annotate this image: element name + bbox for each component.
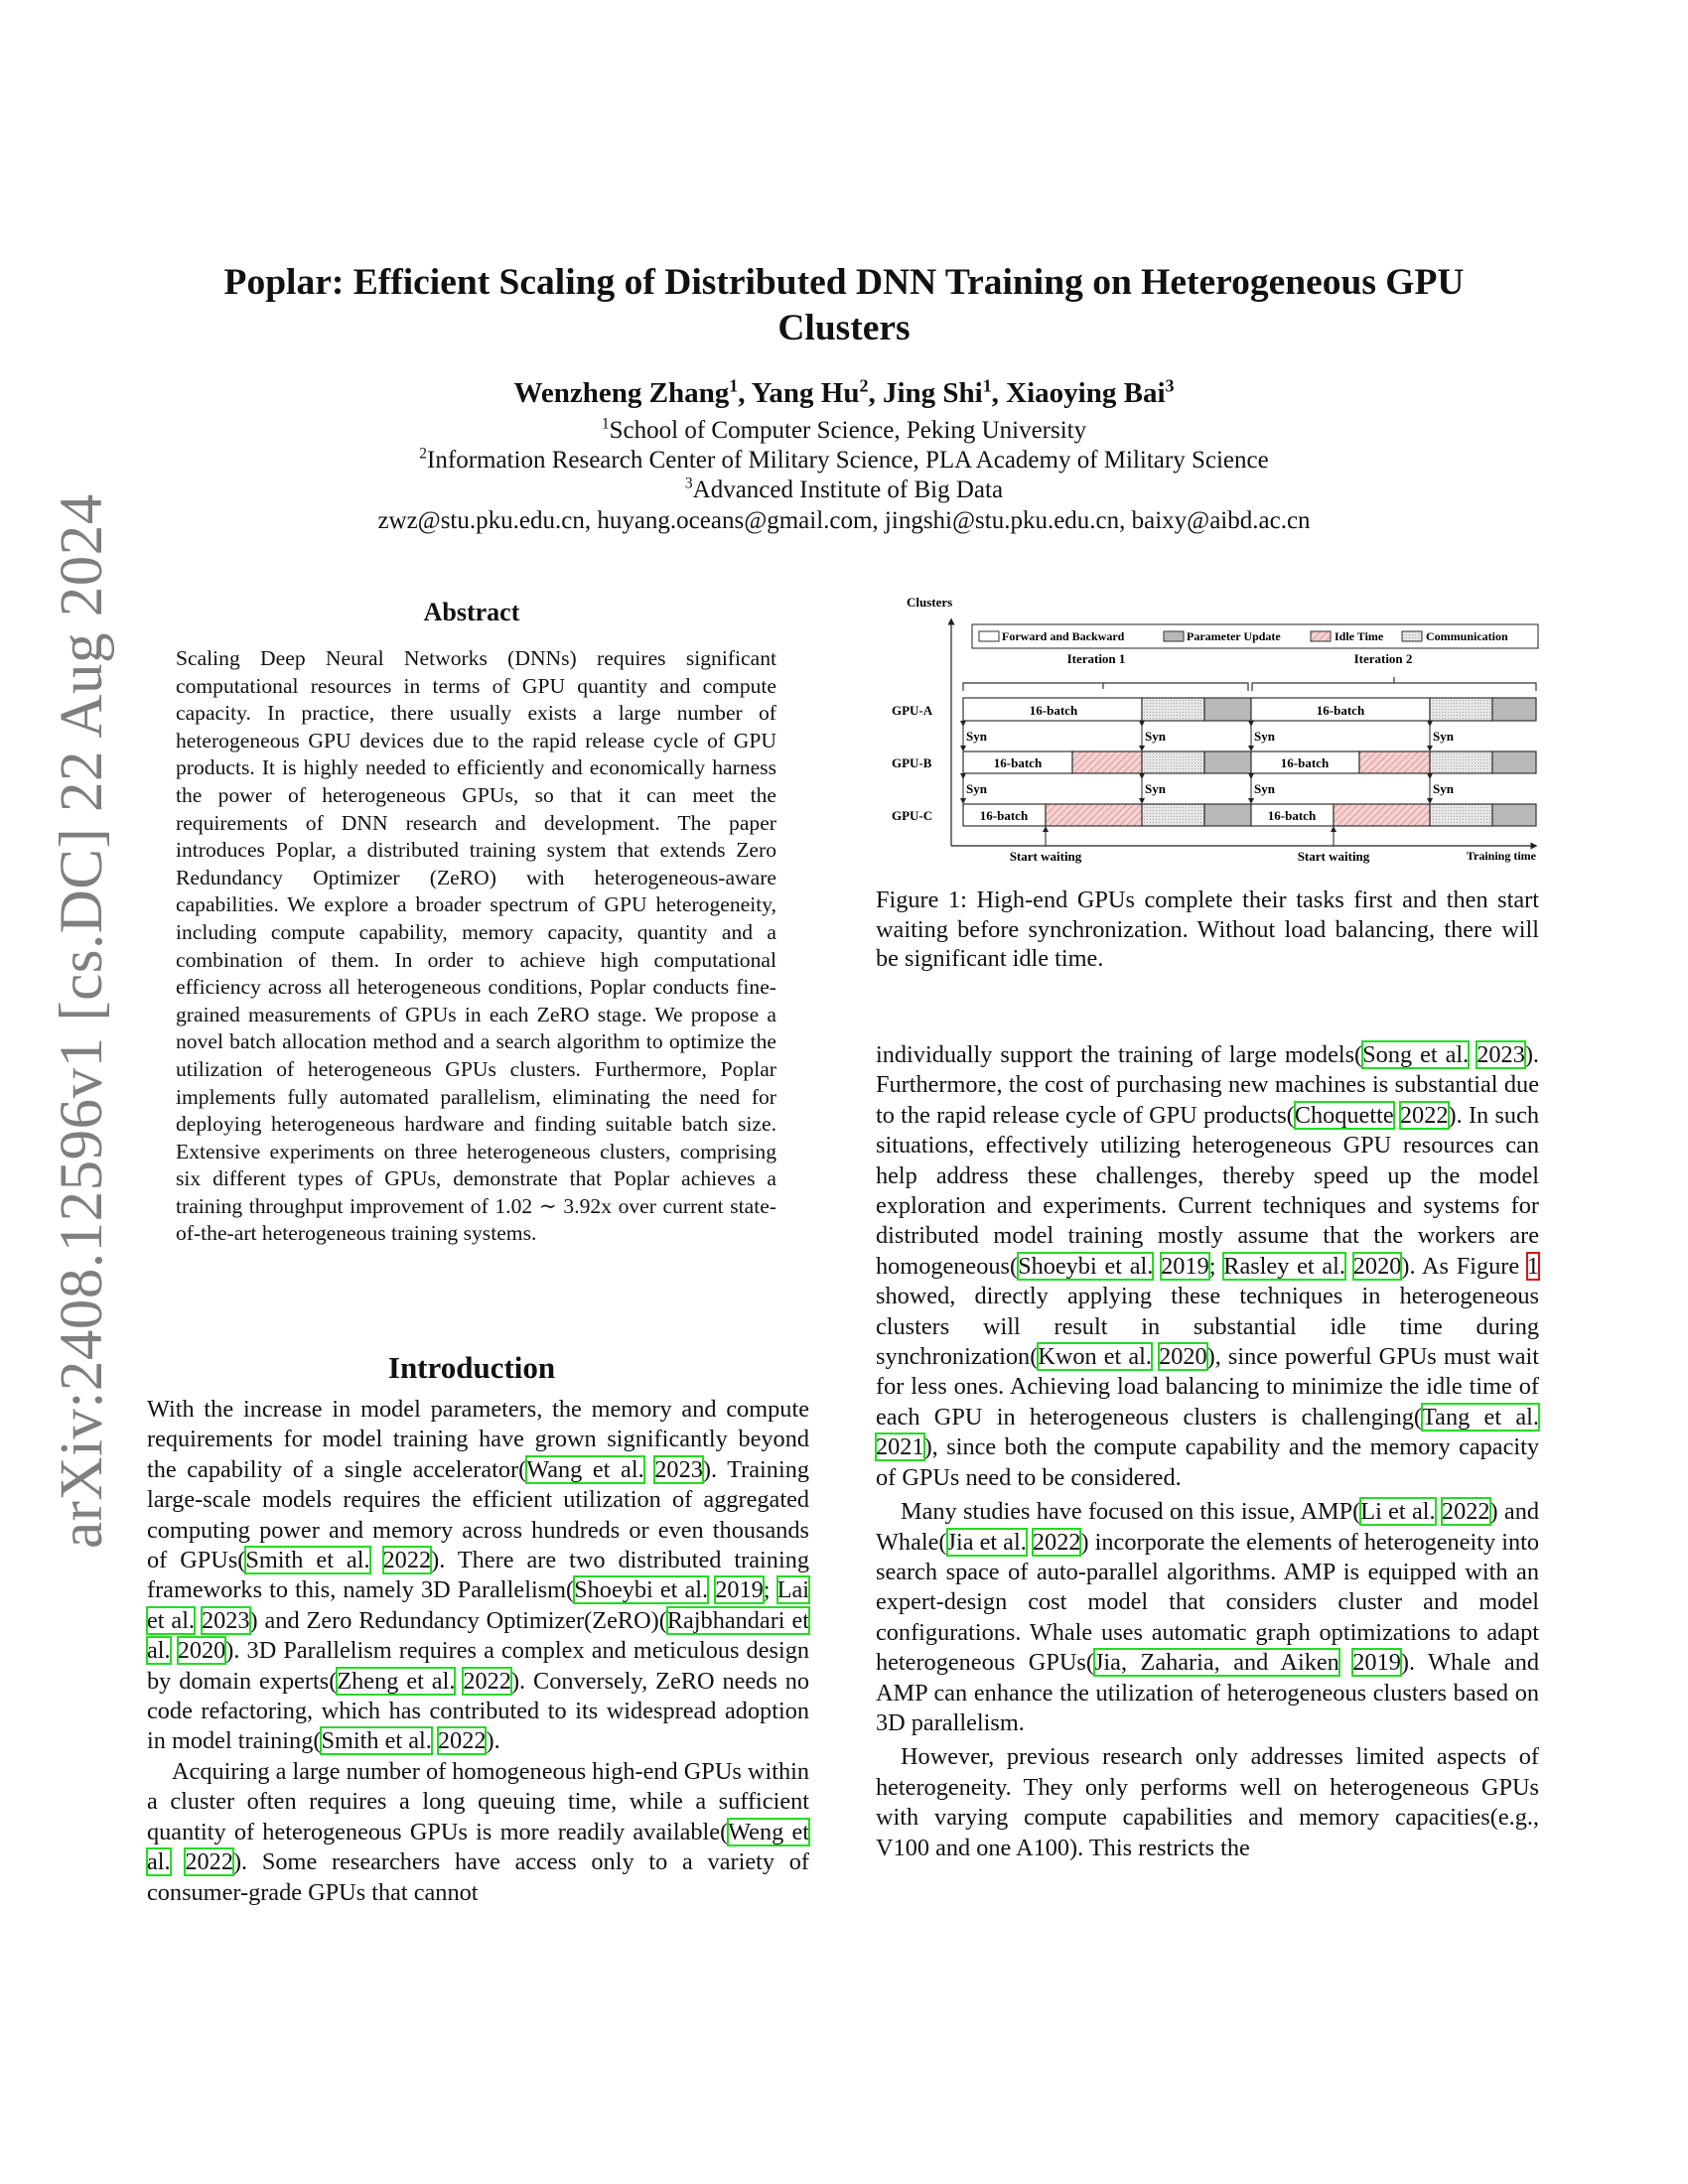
citation-link[interactable]: Shoeybi et al. xyxy=(1018,1252,1154,1280)
citation-link[interactable]: Rajbhandari et al. xyxy=(147,1606,809,1665)
citation-link[interactable]: Shoeybi et al. xyxy=(574,1576,709,1604)
right-paragraph-2: Many studies have focused on this issue, AMP(Li et al. 2022) and Whale(Jia et al. 2022) incorporate the elements of heterogeneity into search space of auto-parallel algorithms. AMP is equipped with an expert-design cost model that considers cluster and model configurations. Whale uses automatic graph optimizations to adapt heterogeneous GPUs(Jia, Zaharia, and Aiken 2019). Whale and AMP can enhance the utilization of heterogeneous clusters based on 3D parallelism. xyxy=(876,1498,1539,1736)
author-name: Jing Shi xyxy=(882,377,983,409)
author-affiliation-marker: 3 xyxy=(1165,375,1175,396)
batch-label: 16-batch xyxy=(1029,703,1078,718)
author-affiliation-marker: 1 xyxy=(982,375,992,396)
gpu-a-label: GPU-A xyxy=(892,703,933,718)
citation-link[interactable]: Lai et al. xyxy=(147,1576,810,1634)
legend-swatch-communication xyxy=(1402,631,1422,641)
batch-label: 16-batch xyxy=(1280,755,1330,770)
iteration-2-label: Iteration 2 xyxy=(1353,651,1413,666)
citation-link[interactable]: 2023 xyxy=(654,1455,703,1483)
author-affiliation-marker: 2 xyxy=(859,375,869,396)
legend-label: Idle Time xyxy=(1335,629,1384,643)
introduction-heading: Introduction xyxy=(387,1350,556,1385)
affiliation-number: 3 xyxy=(684,475,693,492)
title-line-2: Clusters xyxy=(777,308,911,348)
citation-link[interactable]: 2022 xyxy=(1399,1101,1449,1129)
citation-link[interactable]: Li et al. xyxy=(1360,1498,1436,1526)
citation-link[interactable]: 2020 xyxy=(177,1637,226,1665)
citation-link[interactable]: Jia et al. xyxy=(946,1528,1027,1556)
legend-label: Forward and Backward xyxy=(1002,629,1125,643)
citation-link[interactable]: Tang et al. xyxy=(1422,1403,1539,1431)
iteration-1-label: Iteration 1 xyxy=(1066,651,1126,666)
x-axis-label: Training time xyxy=(1466,849,1536,863)
author-name: Xiaoying Bai xyxy=(1006,377,1166,409)
citation-link[interactable]: 2022 xyxy=(463,1667,511,1695)
gpu-b-timeline xyxy=(963,751,1536,773)
iteration-1-bracket xyxy=(963,683,1248,691)
paper-title xyxy=(149,260,1539,351)
introduction-text xyxy=(147,1395,809,1908)
affiliation-1 xyxy=(149,417,1539,445)
author-emails: zwz@stu.pku.edu.cn, huyang.oceans@gmail.com, jingshi@stu.pku.edu.cn, baixy@aibd.ac.cn xyxy=(377,507,1311,534)
sync-label: Syn xyxy=(1145,729,1166,744)
affiliation-2 xyxy=(149,447,1539,475)
batch-label: 16-batch xyxy=(979,808,1029,823)
citation-link[interactable]: Song et al. xyxy=(1362,1041,1470,1068)
batch-label: 16-batch xyxy=(1316,703,1365,718)
right-column-text xyxy=(876,1040,1539,1863)
abstract-text xyxy=(176,645,776,1248)
citation-link[interactable]: Jia, Zaharia, and Aiken xyxy=(1093,1649,1339,1677)
citation-link[interactable]: Wang et al. xyxy=(526,1455,644,1483)
figure-reference-link[interactable]: 1 xyxy=(1526,1252,1540,1280)
citation-link[interactable]: Rasley et al. xyxy=(1223,1252,1346,1280)
author-list: Wenzheng Zhang$^1$, Yang Hu$^2$, Jing Shi$^1$, Xiaoying Bai$^3$ xyxy=(513,375,1175,409)
affiliation-3 xyxy=(149,477,1539,504)
affiliation-text: Information Research Center of Military Science, PLA Academy of Military Science xyxy=(427,447,1269,474)
sync-label: Syn xyxy=(1145,781,1166,796)
citation-link[interactable]: 2020 xyxy=(1159,1343,1207,1371)
affiliation-number: 1 xyxy=(601,415,610,433)
citation-link[interactable]: Smith et al. xyxy=(321,1727,432,1755)
citation-link[interactable]: 2022 xyxy=(382,1547,432,1574)
abstract-paragraph: Scaling Deep Neural Networks (DNNs) requires significant computational resources in terms of GPU quantity and compute capacity. In practice, there usually exists a large number of heterogeneous GPU devices due to the rapid release cycle of GPU products. It is highly needed to efficiently and economically harness the power of heterogeneous GPUs, so that it can meet the requirements of DNN research and development. The paper introduces Poplar, a distributed training system that extends Zero Redundancy Optimizer (ZeRO) with heterogeneous-aware capabilities. We explore a broader spectrum of GPU heterogeneity, including compute capability, memory capacity, quantity and a combination of them. In order to achieve high computational efficiency across all heterogeneous conditions, Poplar conducts fine-grained measurements of GPUs in each ZeRO stage. We propose a novel batch allocation method and a search algorithm to optimize the utilization of heterogeneous GPUs clusters. Furthermore, Poplar implements fully automated parallelism, eliminating the need for deploying heterogeneous hardware and finding suitable batch size. Extensive experiments on three heterogeneous clusters, comprising six different types of GPUs, demonstrate that Poplar achieves a training throughput improvement of 1.02 ∼ 3.92x over current state-of-the-art heterogeneous training systems. xyxy=(176,646,776,1246)
citation-link[interactable]: 2019 xyxy=(715,1576,764,1604)
batch-label: 16-batch xyxy=(993,755,1043,770)
abstract-heading: Abstract xyxy=(423,598,520,626)
gpu-b-label: GPU-B xyxy=(892,755,932,770)
citation-link[interactable]: 2022 xyxy=(437,1727,487,1755)
right-paragraph-1: individually support the training of large models(Song et al. 2023). Furthermore, the cost of purchasing new machines is substantial due to the rapid release cycle of GPU products(Choquette 2022). In such situations, effectively utilizing heterogeneous GPU resources can help address these challenges, thereby speed up the model exploration and experiments. Current techniques and systems for distributed model training mostly assume that the workers are homogeneous(Shoeybi et al. 2019; Rasley et al. 2020). As Figure 1 showed, directly applying these techniques in heterogeneous clusters will result in substantial idle time during synchronization(Kwon et al. 2020), since powerful GPUs must wait for less ones. Achieving load balancing to minimize the idle time of each GPU in heterogeneous clusters is challenging(Tang et al. 2021), since both the compute capability and the memory capacity of GPUs need to be considered. xyxy=(876,1041,1540,1491)
affiliation-text: Advanced Institute of Big Data xyxy=(692,477,1004,503)
sync-label: Syn xyxy=(1433,729,1454,744)
start-waiting-label: Start waiting xyxy=(1009,849,1082,864)
arxiv-identifier-stamp: arXiv:2408.12596v1 [cs.DC] 22 Aug 2024 xyxy=(49,493,115,1549)
citation-link[interactable]: 2019 xyxy=(1352,1649,1401,1677)
start-waiting-label: Start waiting xyxy=(1297,849,1370,864)
y-axis-label: Clusters xyxy=(907,595,953,610)
figure-1-timeline-diagram xyxy=(854,586,1549,864)
legend-label: Communication xyxy=(1426,629,1508,643)
author-affiliation-marker: 1 xyxy=(729,375,739,396)
citation-link[interactable]: Choquette xyxy=(1294,1101,1394,1129)
citation-link[interactable]: 2023 xyxy=(1477,1041,1525,1068)
citation-link[interactable]: Kwon et al. xyxy=(1038,1343,1152,1371)
legend-swatch-forward-backward xyxy=(979,631,999,641)
iteration-2-bracket xyxy=(1252,677,1536,691)
legend-label: Parameter Update xyxy=(1187,629,1281,643)
affiliation-number: 2 xyxy=(419,445,428,463)
citation-link[interactable]: 2021 xyxy=(876,1433,924,1461)
gpu-c-timeline xyxy=(963,804,1536,826)
citation-link[interactable]: 2020 xyxy=(1352,1252,1402,1280)
title-line-1: Poplar: Efficient Scaling of Distributed DNN Training on Heterogeneous GPU xyxy=(223,262,1465,303)
gpu-c-label: GPU-C xyxy=(892,808,933,823)
citation-link[interactable]: Zheng et al. xyxy=(337,1667,456,1695)
author-name: Yang Hu xyxy=(751,377,860,409)
citation-link[interactable]: 2019 xyxy=(1161,1252,1209,1280)
legend-swatch-parameter-update xyxy=(1164,631,1184,641)
sync-label: Syn xyxy=(1254,729,1275,744)
author-name: Wenzheng Zhang xyxy=(513,377,730,409)
sync-label: Syn xyxy=(1433,781,1454,796)
citation-link[interactable]: 2022 xyxy=(185,1848,233,1876)
affiliation-text: School of Computer Science, Peking University xyxy=(609,417,1087,444)
intro-paragraph-2: Acquiring a large number of homogeneous high-end GPUs within a cluster often requires a long queuing time, while a sufficient quantity of heterogeneous GPUs is more readily available(Weng et al. 2022). Some researchers have access only to a variety of consumer-grade GPUs that cannot xyxy=(147,1757,810,1906)
citation-link[interactable]: 2022 xyxy=(1032,1528,1081,1556)
figure-1-caption: Figure 1: High-end GPUs complete their tasks first and then start waiting before synchronization. Without load balancing, there will be significant idle time. xyxy=(876,887,1539,972)
sync-label: Syn xyxy=(966,781,987,796)
right-paragraph-3: However, previous research only addresses limited aspects of heterogeneity. They only performs well on heterogeneous GPUs with varying compute capabilities and memory capacities(e.g., V100 and one A100). This restricts the xyxy=(876,1743,1539,1861)
citation-link[interactable]: Smith et al. xyxy=(245,1547,370,1574)
sync-label: Syn xyxy=(1254,781,1275,796)
legend-swatch-idle-time xyxy=(1311,631,1331,641)
figure-legend xyxy=(972,624,1538,648)
citation-link[interactable]: 2022 xyxy=(1441,1498,1490,1526)
sync-label: Syn xyxy=(966,729,987,744)
citation-link[interactable]: 2023 xyxy=(201,1606,250,1634)
batch-label: 16-batch xyxy=(1267,808,1317,823)
intro-paragraph-1: With the increase in model parameters, the memory and compute requirements for model training have grown significantly beyond the capability of a single accelerator(Wang et al. 2023). Training large-scale models requires the efficient utilization of aggregated computing power and memory across hundreds or even thousands of GPUs(Smith et al. 2022). There are two distributed training frameworks to this, namely 3D Parallelism(Shoeybi et al. 2019; Lai et al. 2023) and Zero Redundancy Optimizer(ZeRO)(Rajbhandari et al. 2020). 3D Parallelism requires a complex and meticulous design by domain experts(Zheng et al. 2022). Conversely, ZeRO needs no code refactoring, which has contributed to its widespread adoption in model training(Smith et al. 2022). xyxy=(147,1396,810,1755)
citation-link[interactable]: Weng et al. xyxy=(147,1818,809,1876)
